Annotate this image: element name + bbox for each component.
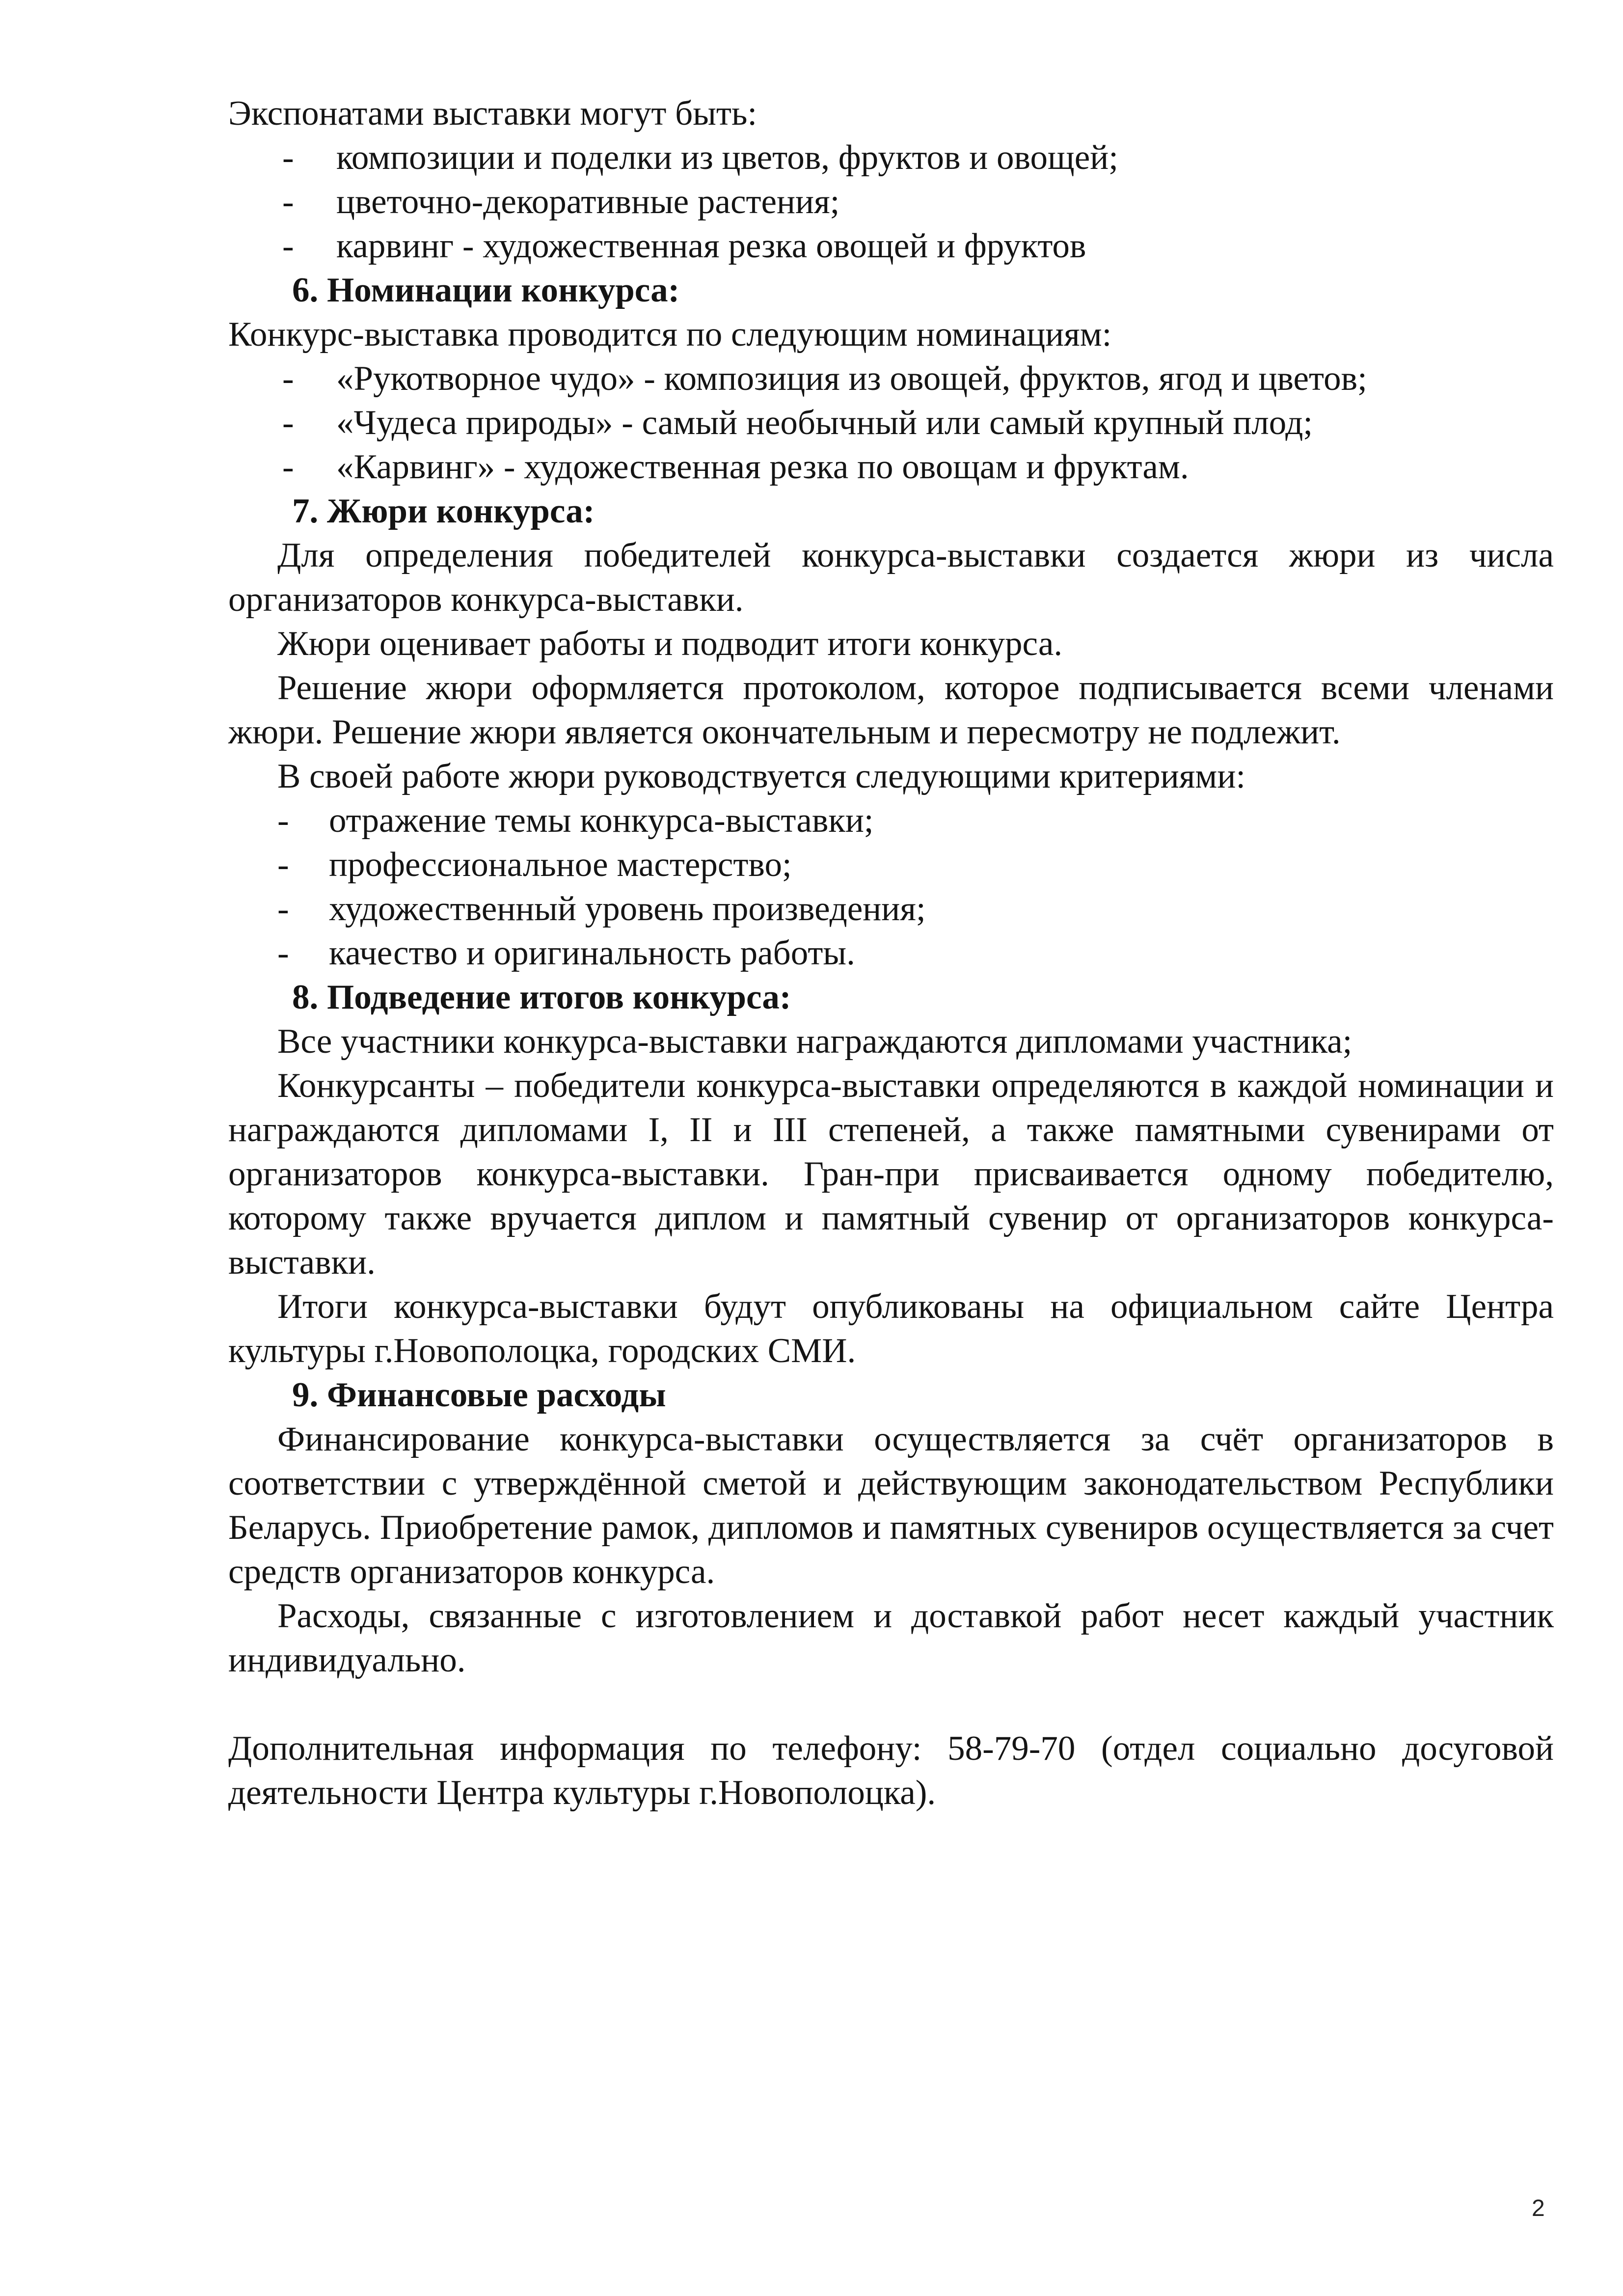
list-item: - «Рукотворное чудо» - композиция из овощей, фруктов, ягод и цветов; [228,356,1554,401]
list-marker: - [277,801,289,840]
exhibits-intro: Экспонатами выставки могут быть: [228,94,757,133]
section-9-paragraph: Финансирование конкурса-выставки осуществляется за счёт организаторов в соответствии с утверждённой сметой и действующим законодательством Республики Беларусь. Приобретение рамок, дипломов и памятных сувениров осуществляется за счет средств организаторов конкурса. [228,1420,1554,1591]
list-item: - карвинг - художественная резка овощей и фруктов [228,224,1554,268]
list-item: - цветочно-декоративные растения; [228,180,1554,224]
list-marker: - [277,890,289,928]
list-marker: - [277,934,289,972]
page-number: 2 [1532,2195,1545,2221]
section-8-paragraph: Все участники конкурса-выставки награждаются дипломами участника; [277,1022,1352,1061]
list-item: - «Чудеса природы» - самый необычный или самый крупный плод; [228,401,1554,445]
nominations-list [228,356,1554,489]
contact-info: Дополнительная информация по телефону: 58-79-70 (отдел социально досуговой деятельности Центра культуры г.Новополоцка). [228,1729,1554,1812]
list-marker: - [282,183,294,221]
section-6-heading: 6. Номинации конкурса: [292,271,680,309]
criteria-list [228,798,1554,975]
section-7-paragraph: Решение жюри оформляется протоколом, которое подписывается всеми членами жюри. Решение жюри является окончательным и пересмотру не подлежит. [228,669,1554,751]
list-item: - профессиональное мастерство; [228,843,1554,887]
list-marker: - [282,359,294,398]
list-marker: - [282,227,294,265]
section-9-paragraph: Расходы, связанные с изготовлением и доставкой работ несет каждый участник индивидуально. [228,1597,1554,1679]
list-item: - отражение темы конкурса-выставки; [228,798,1554,843]
section-7-paragraph: Жюри оценивает работы и подводит итоги конкурса. [277,625,1063,663]
list-marker: - [282,448,294,486]
section-7-paragraph: Для определения победителей конкурса-выставки создается жюри из числа организаторов конкурса-выставки. [228,536,1554,619]
list-marker: - [282,404,294,442]
section-8-paragraph: Конкурсанты – победители конкурса-выставки определяются в каждой номинации и награждаются дипломами I, II и III степеней, а также памятными сувенирами от организаторов конкурса-выставки. Гран-при присваивается одному победителю, которому также вручается диплом и памятный сувенир от организаторов конкурса-выставки. [228,1066,1554,1282]
list-marker: - [277,846,289,884]
exhibits-list [228,136,1554,268]
list-item: - художественный уровень произведения; [228,887,1554,931]
section-9-heading: 9. Финансовые расходы [292,1376,666,1414]
section-8-heading: 8. Подведение итогов конкурса: [292,978,791,1016]
list-marker: - [282,138,294,177]
section-8-paragraph: Итоги конкурса-выставки будут опубликованы на официальном сайте Центра культуры г.Новополоцка, городских СМИ. [228,1287,1554,1370]
document-page [228,91,1554,1815]
section-7-heading: 7. Жюри конкурса: [292,492,595,530]
list-item: - «Карвинг» - художественная резка по овощам и фруктам. [228,445,1554,489]
list-item: - качество и оригинальность работы. [228,931,1554,975]
spacer [228,1682,1554,1726]
list-item: - композиции и поделки из цветов, фруктов и овощей; [228,136,1554,180]
section-6-lead: Конкурс-выставка проводится по следующим номинациям: [228,315,1112,354]
section-7-paragraph: В своей работе жюри руководствуется следующими критериями: [277,757,1246,795]
